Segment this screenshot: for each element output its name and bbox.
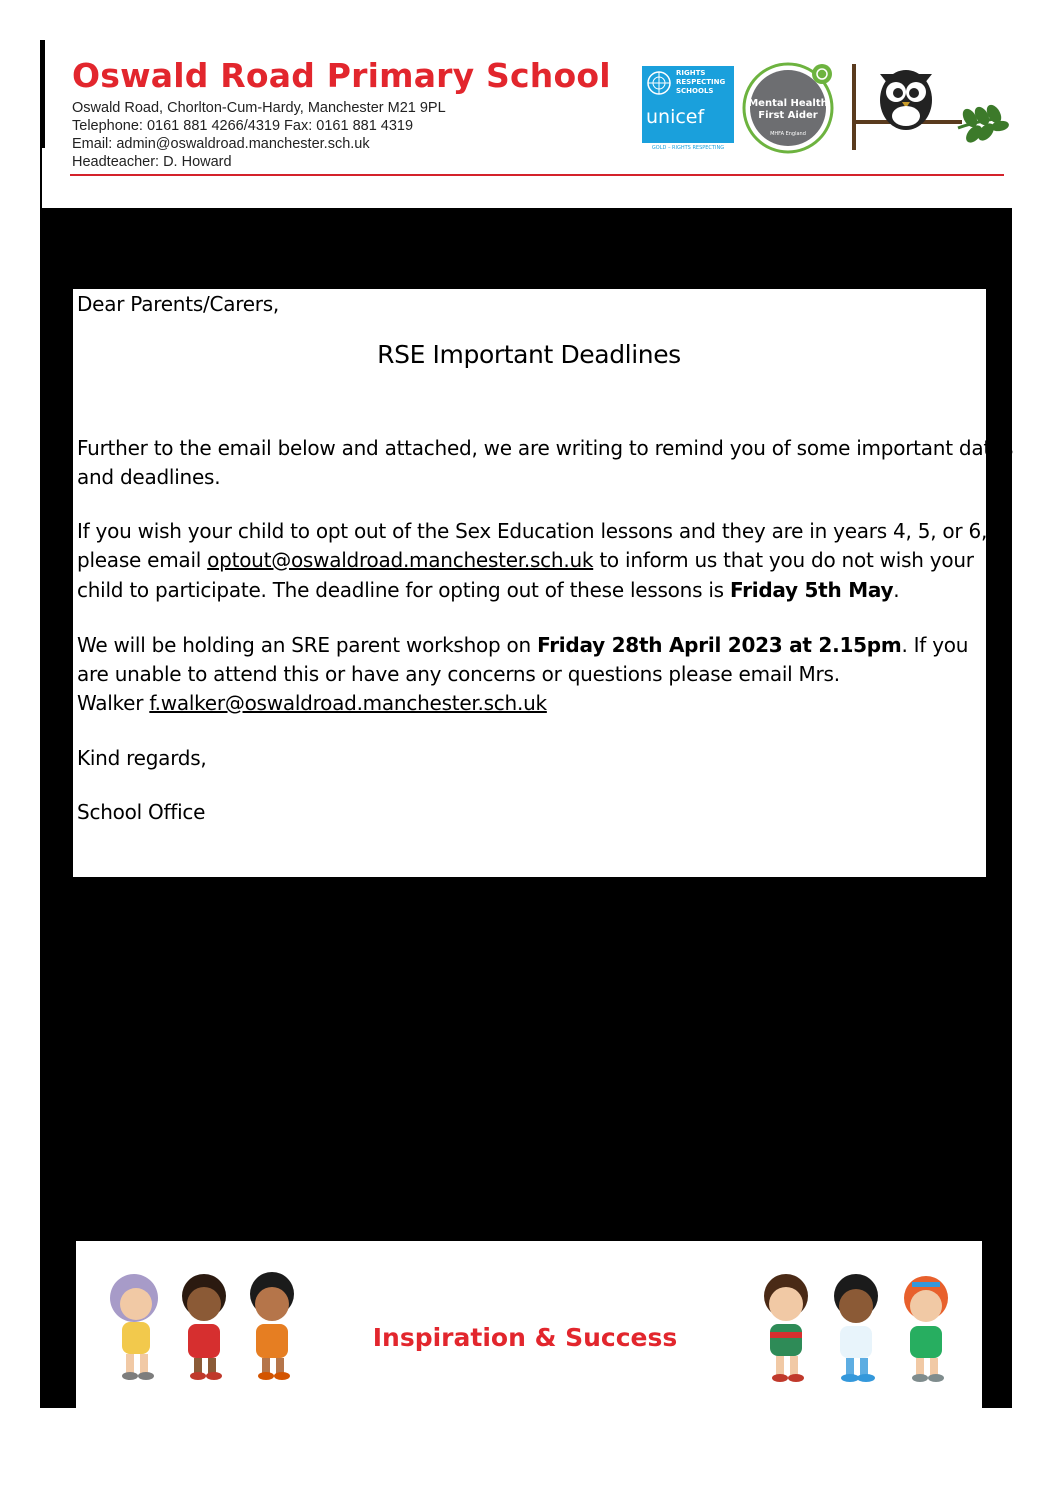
salutation: Dear Parents/Carers, [77, 292, 280, 316]
school-address: Oswald Road, Chorlton-Cum-Hardy, Manchester M21 9PL [72, 100, 446, 116]
paragraph-2-text: child to participate. The deadline for opting out of these lessons is [77, 578, 730, 602]
paragraph-2-text: . [893, 578, 900, 602]
unicef-rights-respecting-badge [642, 66, 734, 153]
mhfa-title-line2: First Aider [758, 110, 818, 121]
school-name: Oswald Road Primary School [72, 56, 611, 95]
paragraph-2-line-3 [77, 576, 899, 605]
walker-email-link[interactable]: f.walker@oswaldroad.manchester.sch.uk [149, 691, 547, 715]
children-cartoon-icon [746, 1266, 966, 1388]
mental-health-first-aider-badge [742, 62, 834, 154]
paragraph-3-line-3 [77, 689, 547, 718]
optout-deadline: Friday 5th May [729, 578, 894, 602]
unicef-wordmark: unicef [646, 106, 705, 128]
school-motto: Inspiration & Success [372, 1323, 678, 1352]
header-divider [70, 174, 1004, 176]
paragraph-3-text: We will be holding an SRE parent workshop on [77, 633, 538, 657]
paragraph-1-line-2: and deadlines. [77, 465, 221, 489]
letter-title: RSE Important Deadlines [377, 340, 681, 369]
unicef-badge-footer: GOLD – RIGHTS RESPECTING [642, 143, 734, 153]
unicef-globe-icon [646, 70, 672, 96]
children-illustration-right [746, 1266, 966, 1388]
left-border-rule-lower [40, 148, 42, 208]
paragraph-1-line-1: Further to the email below and attached, we are writing to remind you of some important dates [77, 436, 1014, 460]
left-border-rule [40, 40, 45, 148]
owl-icon [850, 62, 1010, 154]
paragraph-3-text: Walker [77, 691, 150, 715]
school-telephone: Telephone: 0161 881 4266/4319 Fax: 0161 881 4319 [72, 118, 414, 134]
mhfa-sub: MHFA England [770, 131, 806, 137]
rights-respecting-label: RIGHTS RESPECTING SCHOOLS [676, 69, 726, 95]
paragraph-2-line-2 [77, 546, 974, 575]
school-email: Email: admin@oswaldroad.manchester.sch.uk [72, 136, 370, 152]
workshop-date: Friday 28th April 2023 at 2.15pm [537, 633, 902, 657]
paragraph-2-text: please email [77, 548, 208, 572]
paragraph-2-line-1: If you wish your child to opt out of the Sex Education lessons and they are in years 4, 5, or 6, [77, 519, 988, 543]
mhfa-title-line1: Mental Health [748, 98, 828, 109]
closing: Kind regards, [77, 746, 207, 770]
paragraph-3-line-2: are unable to attend this or have any concerns or questions please email Mrs. [77, 662, 840, 686]
paragraph-2-text: to inform us that you do not wish your [593, 548, 974, 572]
headteacher: Headteacher: D. Howard [72, 154, 232, 170]
optout-email-link[interactable]: optout@oswaldroad.manchester.sch.uk [207, 548, 594, 572]
paragraph-3-line-1 [77, 631, 968, 660]
paragraph-3-text: . If you [901, 633, 969, 657]
mhfa-badge-graphic [742, 62, 834, 154]
owl-on-branch-logo [850, 62, 1010, 154]
signature: School Office [77, 800, 206, 824]
